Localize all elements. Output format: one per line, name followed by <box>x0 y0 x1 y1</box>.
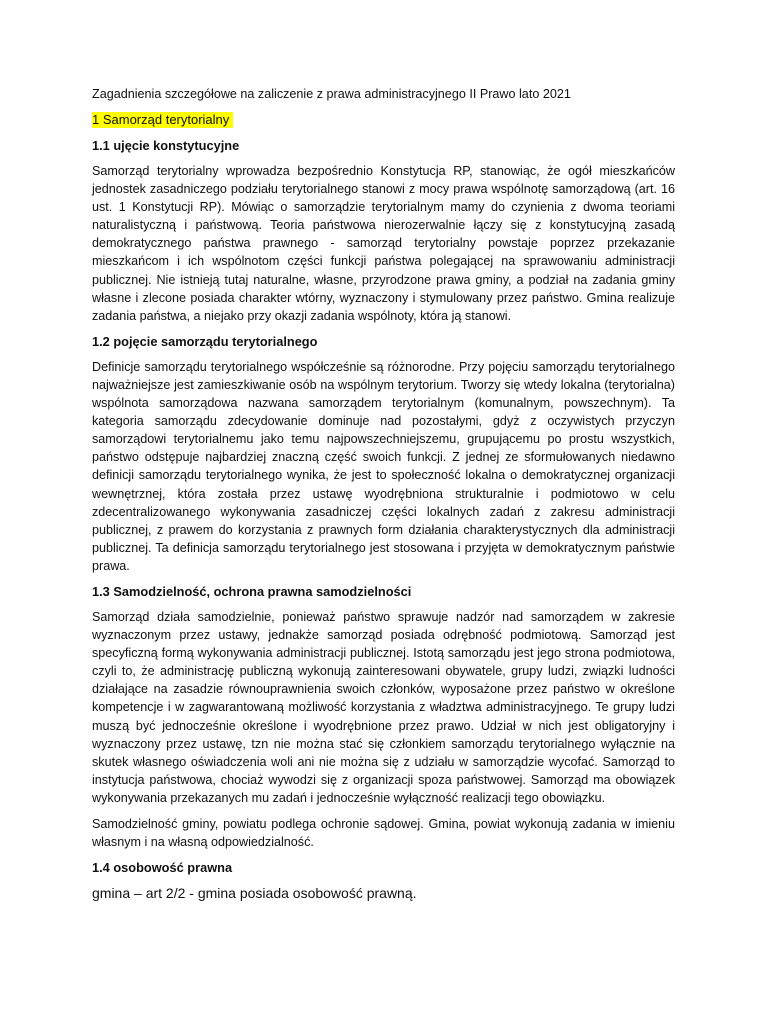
section-1-3-paragraph-2: Samodzielność gminy, powiatu podlega ochronie sądowej. Gmina, powiat wykonują zadania w imieniu własnym i na własną odpowiedzialność. <box>92 817 675 850</box>
section-heading-1-3: 1.3 Samodzielność, ochrona prawna samodzielności <box>92 583 412 599</box>
section-heading-1-1: 1.1 ujęcie konstytucyjne <box>92 138 240 153</box>
legal-personality-line: gmina – art 2/2 - gmina posiada osobowość prawną. <box>92 885 417 902</box>
section-1-3-paragraph-1: Samorząd działa samodzielnie, ponieważ państwo sprawuje nadzór nad samorządem w zakresie wyznaczonym przez ustawy, jednakże samorząd posiada odrębność podmiotową. Samorząd jest specyficzną formą wykonywania administracji publicznej. Istotą samorządu jest jego strona podmiotowa, czyli to, że administrację publiczną wykonują zainteresowani obywatele, grupy ludzi, związki ludności działające na zasadzie równouprawnienia swoich członków, wyposażone przez państwo w określone kompetencje i w zagwarantowaną możliwość korzystania z władztwa administracyjnego. Te grupy ludzi muszą być jednocześnie określone i wyodrębnione przez prawo. Udział w nich jest obligatoryjny i wyznaczony przez ustawę, tzn nie można stać się członkiem samorządu terytorialnego wyłącznie na skutek własnego oświadczenia woli ani nie można się z udziału w samorządzie wycofać. Samorząd to instytucja państwowa, chociaż wywodzi się z organizacji spoza państwowej. Samorząd ma obowiązek wykonywania przekazanych mu zadań i jednocześnie wyłączność realizacji tego obowiązku. <box>92 609 675 805</box>
document-title: Zagadnienia szczegółowe na zaliczenie z prawa administracyjnego II Prawo lato 2021 <box>92 87 571 101</box>
section-1-2-paragraph: Definicje samorządu terytorialnego współcześnie są różnorodne. Przy pojęciu samorządu terytorialnego najważniejsze jest zamieszkiwanie osób na wspólnym terytorium. Tworzy się wtedy lokalna (terytorialna) wspólnota samorządowa nazwana samorządem terytorialnym (komunalnym, powszechnym). Ta kategoria samorządu zdecydowanie dominuje nad pozostałymi, gdyż z oczywistych przyczyn samorządowi terytorialnemu jako temu najpowszechniejszemu, grupującemu po prostu wszystkich, państwo odstępuje najbardziej znaczną część swoich funkcji. Z jednej ze sformułowanych niedawno definicji samorządu terytorialnego wynika, że jest to społeczność lokalna o demokratycznej organizacji wewnętrznej, która została przez ustawę wyodrębniona strukturalnie i podmiotowo w celu zdecentralizowanego wykonywania zasadniczej części lokalnych zadań z zakresu administracji publicznej, z prawem do korzystania z prawnych form działania charakterystycznych dla administracji publicznej. Ta definicja samorządu terytorialnego jest stosowana i przyjęta w demokratycznym państwie prawa. <box>92 359 675 573</box>
section-1-1-paragraph: Samorząd terytorialny wprowadza bezpośrednio Konstytucja RP, stanowiąc, że ogół mieszkańców jednostek zasadniczego podziału terytorialnego stanowi z mocy prawa wspólnotę samorządową (art. 16 ust. 1 Konstytucji RP). Mówiąc o samorządzie terytorialnym mamy do czynienia z dwoma teoriami naturalistyczną i państwową. Teoria państwowa nierozerwalnie łączy się z konstytucyjną zasadą demokratycznego państwa prawnego - samorząd terytorialny powstaje poprzez przekazanie mieszkańcom i ich wspólnotom części funkcji państwa polegającej na sprawowaniu administracji publicznej. Nie istnieją tutaj naturalne, własne, przyrodzone prawa gminy, a podział na zadania gminy własne i zlecone posiada charakter wtórny, wyznaczony i stymulowany przez państwo. Gmina realizuje zadania państwa, a niejako przy okazji zadania wspólnoty, która ją stanowi. <box>92 164 675 323</box>
chapter-heading <box>92 111 675 128</box>
document-page <box>92 86 675 902</box>
section-heading-1-4: 1.4 osobowość prawna <box>92 860 233 876</box>
chapter-heading-highlight: 1 Samorząd terytorialny <box>92 112 233 128</box>
section-heading-1-2: 1.2 pojęcie samorządu terytorialnego <box>92 333 318 349</box>
